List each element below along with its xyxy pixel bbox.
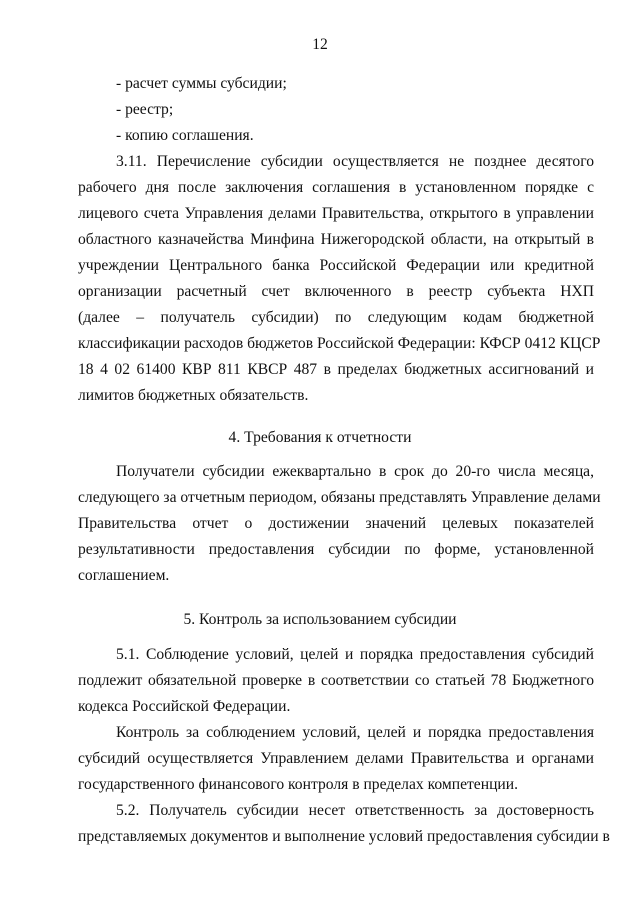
paragraph-4-line: результативности предоставления субсидии по форме, установленной bbox=[78, 541, 594, 558]
list-item: - расчет суммы субсидии; bbox=[116, 75, 287, 92]
page-number: 12 bbox=[312, 36, 328, 53]
paragraph-control-line: субсидий осуществляется Управлением делами Правительства и органами bbox=[78, 750, 594, 767]
paragraph-3-11-line: рабочего дня после заключения соглашения в установленном порядке с bbox=[78, 179, 594, 196]
list-item: - копию соглашения. bbox=[116, 127, 254, 144]
paragraph-4-line: Правительства отчет о достижении значений целевых показателей bbox=[78, 515, 594, 532]
paragraph-5-1-line: кодекса Российской Федерации. bbox=[78, 698, 291, 715]
paragraph-3-11-line: 18 4 02 61400 КВР 811 КВСР 487 в пределах бюджетных ассигнований и bbox=[78, 361, 594, 378]
paragraph-3-11-line: классификации расходов бюджетов Российской Федерации: КФСР 0412 КЦСР bbox=[78, 335, 601, 352]
paragraph-control-line: Контроль за соблюдением условий, целей и порядка предоставления bbox=[116, 724, 594, 741]
paragraph-4-line: следующего за отчетным периодом, обязаны представлять Управление делами bbox=[78, 489, 601, 506]
paragraph-5-1-line: 5.1. Соблюдение условий, целей и порядка предоставления субсидий bbox=[116, 646, 594, 663]
list-item: - реестр; bbox=[116, 101, 174, 118]
paragraph-3-11-line: учреждении Центрального банка Российской Федерации или кредитной bbox=[78, 257, 594, 274]
paragraph-4-line: соглашением. bbox=[78, 567, 170, 584]
section-4-title: 4. Требования к отчетности bbox=[228, 429, 412, 446]
paragraph-5-2-line: 5.2. Получатель субсидии несет ответственность за достоверность bbox=[116, 802, 594, 819]
paragraph-3-11-line: лицевого счета Управления делами Правительства, открытого в управлении bbox=[78, 205, 594, 222]
paragraph-3-11-line: областного казначейства Минфина Нижегородской области, на открытый в bbox=[78, 231, 594, 248]
paragraph-3-11-line: лимитов бюджетных обязательств. bbox=[78, 387, 309, 404]
paragraph-4-line: Получатели субсидии ежеквартально в срок до 20-го числа месяца, bbox=[116, 463, 594, 480]
section-5-title: 5. Контроль за использованием субсидии bbox=[183, 611, 457, 628]
paragraph-3-11-line: 3.11. Перечисление субсидии осуществляется не позднее десятого bbox=[116, 153, 594, 170]
paragraph-3-11-line: (далее – получатель субсидии) по следующим кодам бюджетной bbox=[78, 309, 594, 326]
paragraph-5-2-line: представляемых документов и выполнение условий предоставления субсидии в bbox=[78, 828, 610, 845]
paragraph-control-line: государственного финансового контроля в пределах компетенции. bbox=[78, 776, 519, 793]
paragraph-3-11-line: организации расчетный счет включенного в реестр субъекта НХП bbox=[78, 283, 594, 300]
paragraph-5-1-line: подлежит обязательной проверке в соответствии со статьей 78 Бюджетного bbox=[78, 672, 594, 689]
